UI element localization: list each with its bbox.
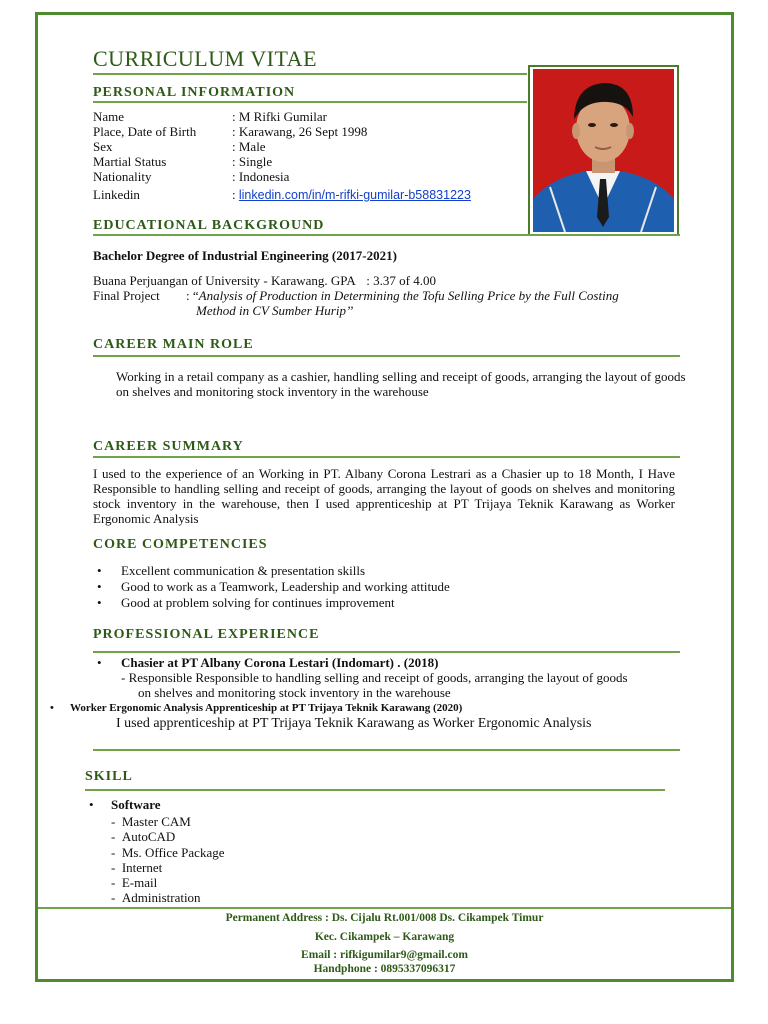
portrait-image: [530, 67, 677, 234]
skill-text: AutoCAD: [121, 829, 176, 845]
competency-item: [93, 579, 653, 595]
job1-title: Chasier at PT Albany Corona Lestari (Indomart) . (2018): [121, 655, 439, 670]
education-rule: [93, 234, 680, 236]
job1-desc-line1: - Responsible Responsible to handling selling and receipt of goods, arranging the layout of goods: [121, 670, 628, 685]
dash: -: [111, 875, 116, 891]
dash: -: [111, 844, 116, 860]
personal-info-heading: PERSONAL INFORMATION: [93, 85, 296, 100]
personal-info-rule: [93, 101, 527, 103]
skill-text: Ms. Office Package: [121, 844, 225, 860]
linkedin-value: [232, 187, 471, 203]
footer-city: Kec. Cikampek – Karawang: [314, 931, 455, 943]
career-role-heading: CAREER MAIN ROLE: [93, 337, 254, 352]
skill-text: Internet: [121, 859, 163, 875]
job2-title: Worker Ergonomic Analysis Apprenticeship at PT Trijaya Teknik Karawang (2020): [70, 702, 463, 714]
career-summary-text: I used to the experience of an Working in PT. Albany Corona Lestrari as a Chasier up to 18 Month, I Have Responsible to handling selling and receipt of goods, arranging the layout of goods on shelves and monitoring stock inventory in the warehouse, then I used apprenticeship at PT Trijaya Teknik Karawang as Worker Ergonomic Analysis: [93, 466, 675, 526]
experience-rule: [93, 651, 680, 653]
career-summary-heading: CAREER SUMMARY: [93, 439, 244, 454]
skill-list: [111, 814, 225, 906]
dash: -: [111, 829, 116, 845]
dash: -: [111, 814, 116, 829]
experience-end-rule: [93, 749, 680, 751]
education-heading: EDUCATIONAL BACKGROUND: [93, 218, 325, 233]
career-summary-rule: [93, 456, 680, 458]
competency-item: [93, 595, 653, 611]
job1-bullet: •: [97, 655, 102, 670]
competencies-heading: CORE COMPETENCIES: [93, 537, 268, 552]
gpa-value: : 3.37 of 4.00: [366, 273, 436, 288]
final-project-label: Final Project: [93, 288, 160, 303]
info-label: Place, Date of Birth: [93, 124, 197, 139]
info-value: : Indonesia: [232, 169, 290, 184]
info-value: : Karawang, 26 Sept 1998: [232, 124, 368, 139]
info-label: Linkedin: [93, 187, 140, 202]
competency-text: Excellent communication & presentation skills: [121, 563, 366, 578]
bullet: •: [97, 563, 102, 578]
career-role-rule: [93, 355, 680, 357]
info-label: Sex: [93, 139, 113, 154]
competency-item: [93, 563, 653, 579]
skill-item: [111, 860, 225, 875]
footer-address: Permanent Address : Ds. Cijalu Rt.001/008 Ds. Cikampek Timur: [225, 912, 544, 924]
info-label: Nationality: [93, 169, 152, 184]
school-line: [93, 273, 436, 288]
job2-bullet: •: [50, 702, 54, 714]
skill-text: Administration: [121, 890, 201, 906]
final-project-line1: [186, 288, 619, 303]
skill-text: E-mail: [121, 875, 158, 891]
dash: -: [111, 890, 116, 906]
experience-heading: PROFESSIONAL EXPERIENCE: [93, 627, 320, 642]
skill-heading: SKILL: [85, 769, 133, 784]
final-project-line2: Method in CV Sumber Hurip’’: [196, 303, 354, 318]
competency-text: Good at problem solving for continues improvement: [121, 595, 395, 610]
linkedin-link[interactable]: linkedin.com/in/m-rifki-gumilar-b58831223: [238, 188, 471, 202]
skill-item: [111, 875, 225, 890]
skill-text: Master CAM: [121, 814, 191, 829]
footer-email: Email : rifkigumilar9@gmail.com: [301, 949, 468, 961]
info-label: Martial Status: [93, 154, 167, 169]
job2-desc: I used apprenticeship at PT Trijaya Teknik Karawang as Worker Ergonomic Analysis: [116, 716, 592, 731]
info-colon: :: [232, 187, 236, 202]
info-value: : Single: [232, 154, 273, 169]
job1-desc-line2: on shelves and monitoring stock inventory in the warehouse: [138, 685, 451, 700]
skill-rule: [85, 789, 665, 791]
competency-text: Good to work as a Teamwork, Leadership and working attitude: [121, 579, 450, 594]
skill-bullet: •: [89, 797, 94, 812]
skill-category: Software: [111, 797, 161, 812]
footer-phone: Handphone : 0895337096317: [313, 963, 456, 975]
info-value: : M Rifki Gumilar: [232, 109, 327, 124]
school-name: Buana Perjuangan of University - Karawang. GPA: [93, 273, 355, 288]
info-label: Name: [93, 109, 125, 124]
bullet: •: [97, 595, 102, 610]
career-role-text: Working in a retail company as a cashier, handling selling and receipt of goods, arranging the layout of goods on shelves and monitoring stock inventory in the warehouse: [116, 369, 686, 399]
degree-title: Bachelor Degree of Industrial Engineering (2017-2021): [93, 248, 397, 263]
skill-item: [111, 829, 225, 844]
skill-item: [111, 845, 225, 860]
final-project-colon: : “: [186, 288, 199, 303]
profile-photo: [528, 65, 679, 236]
skill-item: [111, 890, 225, 905]
final-project-title: Analysis of Production in Determining the Tofu Selling Price by the Full Costing: [198, 288, 619, 303]
cv-title: CURRICULUM VITAE: [93, 46, 318, 71]
skill-item: [111, 814, 225, 829]
bullet: •: [97, 579, 102, 594]
dash: -: [111, 859, 116, 875]
competencies-list: [93, 563, 653, 611]
title-rule: [93, 73, 527, 75]
info-value: : Male: [232, 139, 266, 154]
